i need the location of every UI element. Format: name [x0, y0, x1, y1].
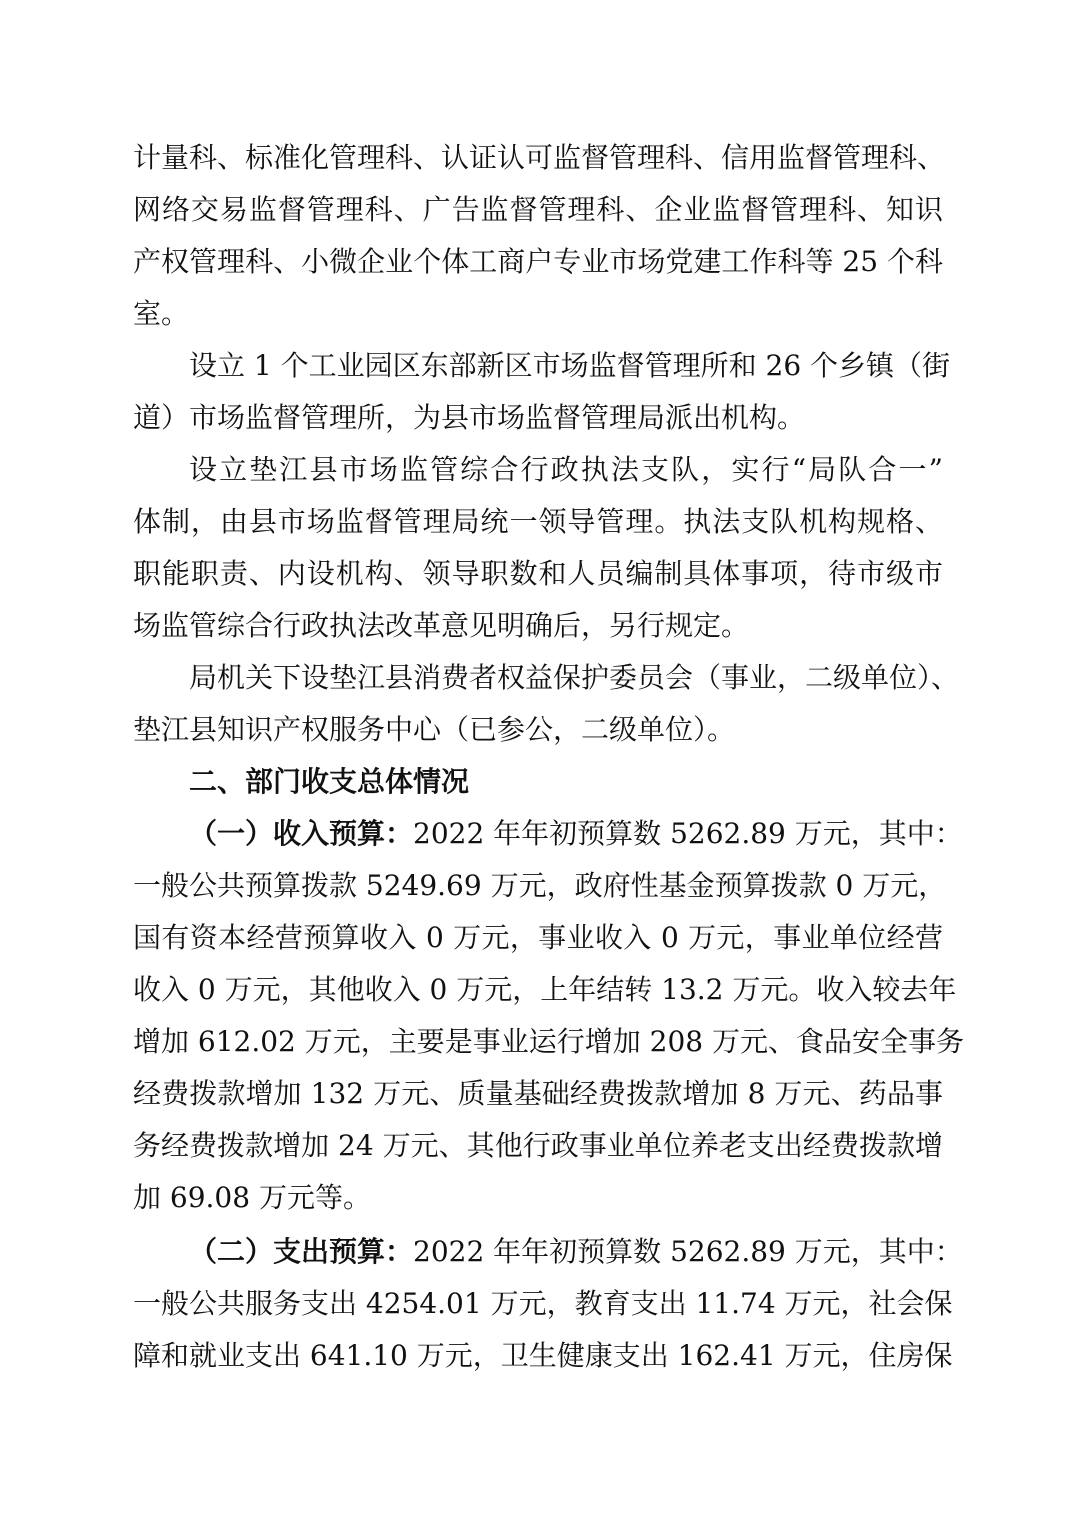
paragraph-expenditure-budget	[133, 1226, 963, 1382]
text-line	[133, 808, 963, 860]
text-line: 增加 612.02 万元，主要是事业运行增加 208 万元、食品安全事务	[133, 1025, 965, 1058]
text-line: 一般公共预算拨款 5249.69 万元，政府性基金预算拨款 0 万元，	[133, 869, 947, 902]
text-line: 体制，由县市场监督管理局统一领导管理。执法支队机构规格、	[133, 505, 943, 538]
income-first-line: 2022 年年初预算数 5262.89 万元，其中：	[413, 817, 963, 850]
paragraph-department-sections	[133, 132, 946, 340]
text-line: 障和就业支出 641.10 万元，卫生健康支出 162.41 万元，住房保	[133, 1339, 953, 1372]
text-line: 一般公共服务支出 4254.01 万元，教育支出 11.74 万元，社会保	[133, 1287, 953, 1320]
text-line	[133, 1226, 963, 1278]
text-line: 设立垫江县市场监管综合行政执法支队，实行“局队合一”	[189, 453, 943, 486]
text-line: 道）市场监督管理所，为县市场监督管理局派出机构。	[133, 401, 806, 434]
text-line: 计量科、标准化管理科、认证认可监督管理科、信用监督管理科、	[133, 141, 946, 174]
text-line: 收入 0 万元，其他收入 0 万元，上年结转 13.2 万元。收入较去年	[133, 973, 957, 1006]
income-label: （一）收入预算：	[189, 817, 414, 850]
text-line: 经费拨款增加 132 万元、质量基础经费拨款增加 8 万元、药品事	[133, 1077, 943, 1110]
document-page	[133, 132, 965, 1382]
section-heading: 二、部门收支总体情况	[189, 765, 470, 798]
expenditure-label: （二）支出预算：	[189, 1235, 414, 1268]
text-line: 局机关下设垫江县消费者权益保护委员会（事业，二级单位）、	[189, 661, 960, 694]
paragraph-income-budget	[133, 808, 965, 1224]
text-line: 网络交易监督管理科、广告监督管理科、企业监督管理科、知识	[133, 193, 943, 226]
text-line: 产权管理科、小微企业个体工商户专业市场党建工作科等 25 个科	[133, 245, 943, 278]
text-line: 加 69.08 万元等。	[133, 1181, 371, 1214]
text-line: 室。	[133, 297, 190, 330]
paragraph-enforcement-team	[133, 444, 943, 652]
text-line: 务经费拨款增加 24 万元、其他行政事业单位养老支出经费拨款增	[133, 1129, 943, 1162]
text-line: 职能职责、内设机构、领导职数和人员编制具体事项，待市级市	[133, 557, 943, 590]
text-line: 设立 1 个工业园区东部新区市场监督管理所和 26 个乡镇（街	[189, 349, 951, 382]
text-line: 国有资本经营预算收入 0 万元，事业收入 0 万元，事业单位经营	[133, 921, 943, 954]
paragraph-subordinate-units	[133, 652, 960, 756]
text-line: 垫江县知识产权服务中心（已参公，二级单位）。	[133, 713, 736, 746]
text-line: 场监管综合行政执法改革意见明确后，另行规定。	[133, 609, 750, 642]
paragraph-market-supervision-stations	[133, 340, 951, 444]
expenditure-first-line: 2022 年年初预算数 5262.89 万元，其中：	[413, 1235, 963, 1268]
